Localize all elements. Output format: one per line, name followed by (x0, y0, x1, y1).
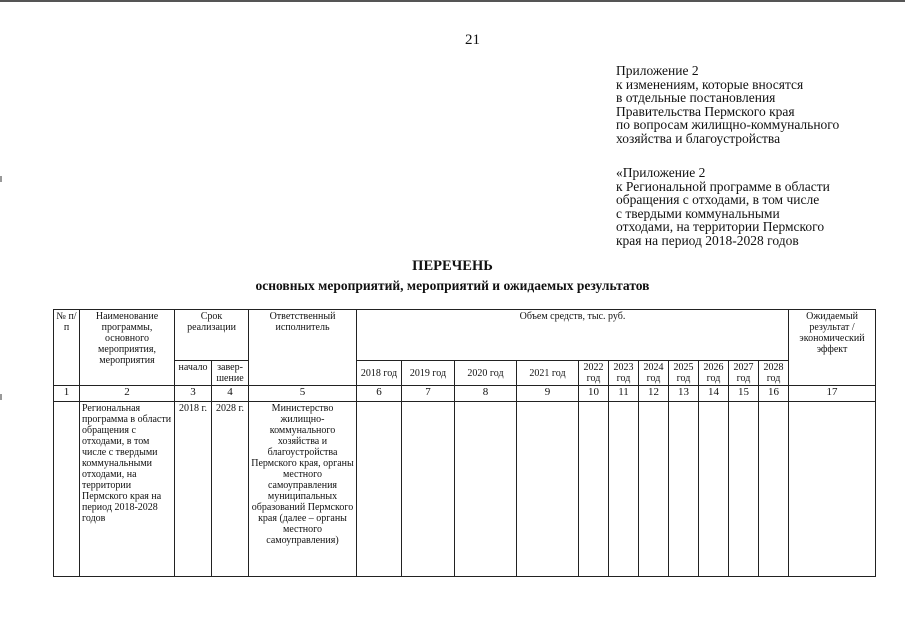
annex-line: Правительства Пермского края (616, 103, 795, 119)
header-name: Наименование программы, основного мероприятия, мероприятия (80, 310, 175, 386)
margin-mark (0, 176, 2, 182)
annex-line: с твердыми коммунальными (616, 205, 780, 221)
column-number: 1 (54, 386, 80, 402)
header-year: 2018 год (357, 361, 402, 386)
column-number: 4 (212, 386, 249, 402)
activities-table (53, 309, 876, 577)
header-funding: Объем средств, тыс. руб. (357, 310, 789, 361)
top-rule (0, 0, 905, 2)
column-number: 2 (80, 386, 175, 402)
row-result (789, 402, 876, 577)
header-end: завер-шение (212, 361, 249, 386)
column-number: 7 (402, 386, 455, 402)
row-program-name: Региональная программа в области обращения с отходами, в том числе с твердыми коммунальными отходами, на территории Пермского края на период 2018-2028 годов (80, 402, 175, 577)
row-num (54, 402, 80, 577)
header-year: 2026 год (699, 361, 729, 386)
row-year-value (517, 402, 579, 577)
column-number: 9 (517, 386, 579, 402)
header-year: 2027 год (729, 361, 759, 386)
annex-line: обращения с отходами, в том числе (616, 192, 820, 207)
header-start: начало (175, 361, 212, 386)
row-year-value (455, 402, 517, 577)
table-row (54, 402, 876, 577)
page-number: 21 (465, 32, 480, 48)
row-year-value (639, 402, 669, 577)
document-title: ПЕРЕЧЕНЬ (412, 258, 493, 274)
column-number: 5 (249, 386, 357, 402)
row-year-value (609, 402, 639, 577)
document-subtitle: основных мероприятий, мероприятий и ожидаемых результатов (255, 278, 650, 293)
annex-line: хозяйства и благоустройства (616, 130, 781, 146)
header-term: Срок реализации (175, 310, 249, 361)
header-year: 2021 год (517, 361, 579, 386)
header-year: 2020 год (455, 361, 517, 386)
row-year-value (699, 402, 729, 577)
column-number: 12 (639, 386, 669, 402)
column-number: 8 (455, 386, 517, 402)
row-year-value (759, 402, 789, 577)
annex-line: по вопросам жилищно-коммунального (616, 117, 840, 132)
annex-line: Приложение 2 (616, 63, 699, 78)
column-number: 15 (729, 386, 759, 402)
column-number: 13 (669, 386, 699, 402)
row-start: 2018 г. (175, 402, 212, 577)
row-year-value (357, 402, 402, 577)
annex-block-1 (616, 64, 839, 145)
column-number: 14 (699, 386, 729, 402)
column-number: 10 (579, 386, 609, 402)
annex-block-2 (616, 166, 830, 247)
row-year-value (729, 402, 759, 577)
row-year-value (669, 402, 699, 577)
annex-line: в отдельные постановления (616, 90, 776, 105)
header-year: 2028 год (759, 361, 789, 386)
header-year: 2022 год (579, 361, 609, 386)
header-year: 2019 год (402, 361, 455, 386)
header-result: Ожидаемый результат / экономический эффект (789, 310, 876, 386)
annex-line: края на период 2018-2028 годов (616, 232, 799, 248)
column-number: 16 (759, 386, 789, 402)
header-year: 2023 год (609, 361, 639, 386)
header-num: № п/п (54, 310, 80, 386)
header-executor: Ответственный исполнитель (249, 310, 357, 386)
column-number-row (54, 386, 876, 402)
annex-line: отходами, на территории Пермского (616, 219, 825, 234)
column-number: 11 (609, 386, 639, 402)
header-year: 2025 год (669, 361, 699, 386)
annex-line: к Региональной программе в области (616, 178, 830, 194)
column-number: 17 (789, 386, 876, 402)
row-year-value (579, 402, 609, 577)
annex-line: «Приложение 2 (616, 165, 706, 180)
column-number: 3 (175, 386, 212, 402)
row-end: 2028 г. (212, 402, 249, 577)
margin-mark (0, 394, 2, 400)
row-year-value (402, 402, 455, 577)
header-year: 2024 год (639, 361, 669, 386)
column-number: 6 (357, 386, 402, 402)
row-executor: Министерство жилищно-коммунального хозяйства и благоустройства Пермского края, органы местного самоуправления муниципальных образований Пермского края (далее – органы местного самоуправления) (249, 402, 357, 577)
annex-line: к изменениям, которые вносятся (616, 76, 804, 92)
